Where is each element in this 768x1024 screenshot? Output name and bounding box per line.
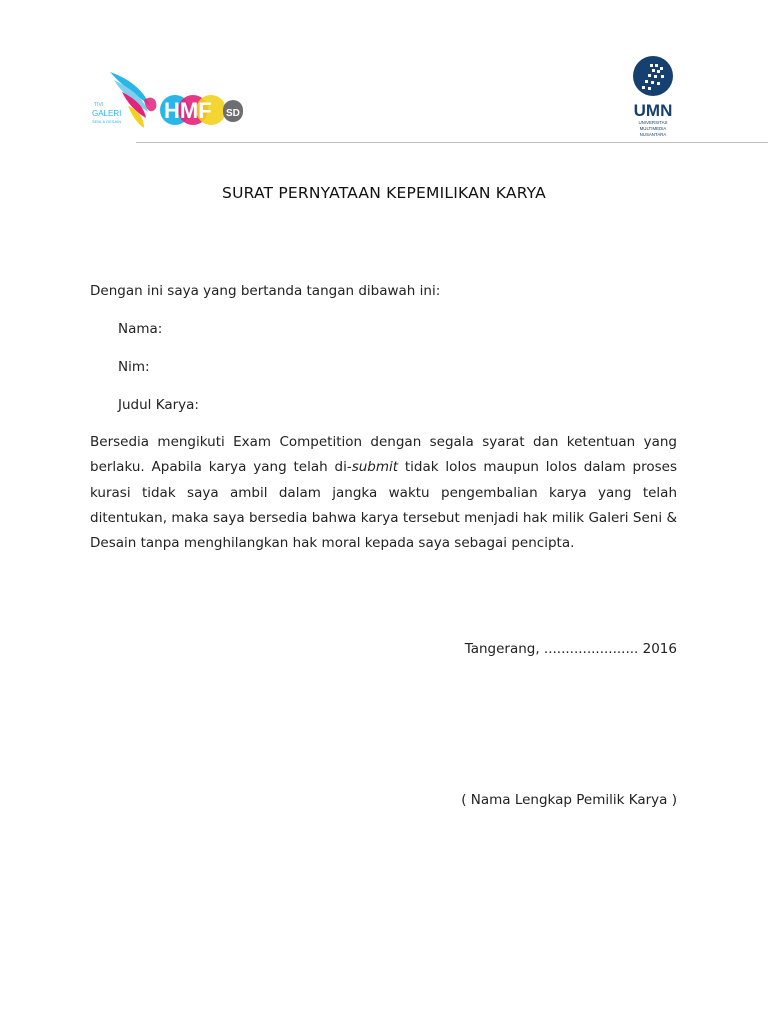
header-divider	[136, 142, 768, 143]
umn-logo-sub-1: UNIVERSITAS	[638, 120, 668, 125]
place-date: Tangerang, ...................... 2016	[464, 641, 677, 657]
field-nim-label: Nim:	[118, 359, 150, 375]
umn-logo-sub-2: MULTIMEDIA	[639, 126, 667, 131]
umn-logo	[628, 56, 678, 140]
galeri-hmfsd-logo	[88, 66, 248, 138]
logo-hmf-text: HMF	[164, 98, 212, 123]
logo-sd-text: SD	[226, 108, 240, 119]
logo-small-text-1: TIVI	[94, 102, 104, 108]
field-nama-label: Nama:	[118, 321, 163, 337]
paragraph-italic-submit: submit	[351, 459, 399, 476]
intro-text: Dengan ini saya yang bertanda tangan dibawah ini:	[90, 283, 441, 299]
statement-paragraph	[90, 430, 677, 556]
paragraph-text-before: Bersedia mengikuti Exam Competition dengan segala syarat dan ketentuan yang berlaku. Apabila karya yang telah di-	[90, 434, 677, 476]
logo-small-text-3: SENI & DESAIN	[92, 119, 122, 124]
document-title: SURAT PERNYATAAN KEPEMILIKAN KARYA	[222, 184, 546, 202]
paragraph-text-after: tidak lolos maupun lolos dalam proses kurasi tidak saya ambil dalam jangka waktu pengembalian karya yang telah ditentukan, maka saya bersedia bahwa karya tersebut menjadi hak milik Galeri Seni & Desain tanpa menghilangkan hak moral kepada saya sebagai pencipta.	[90, 459, 677, 552]
field-judul-karya-label: Judul Karya:	[118, 397, 199, 413]
logo-small-text-2: GALERI	[92, 109, 122, 118]
umn-logo-text: UMN	[633, 101, 673, 120]
signature-name-placeholder: ( Nama Lengkap Pemilik Karya )	[461, 792, 677, 808]
umn-logo-sub-3: NUSANTARA	[639, 132, 667, 137]
